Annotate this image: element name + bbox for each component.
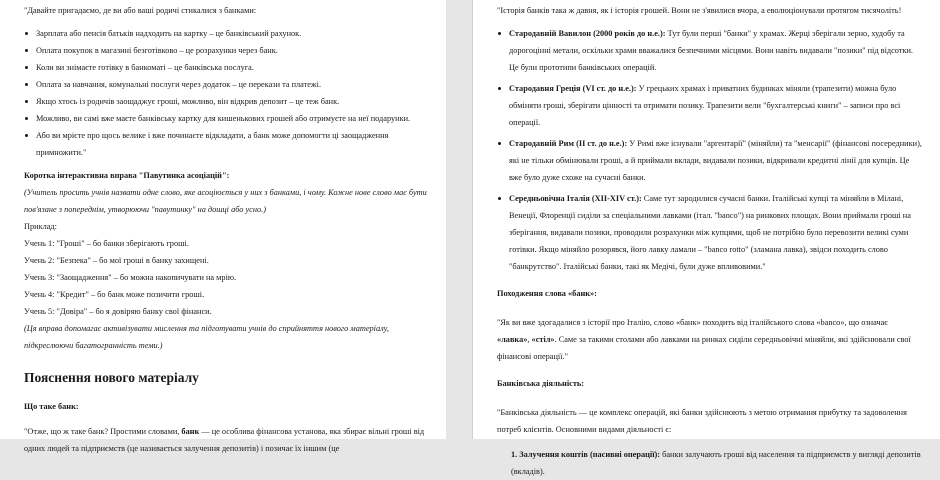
example-line: Учень 3: "Заощадження" – бо можна накопичувати на мрію.	[24, 273, 237, 282]
example-line: Учень 2: "Безпека" – бо мої гроші в банку захищені.	[24, 256, 209, 265]
era-title: Стародавня Греція (VI ст. до н.е.):	[509, 84, 637, 93]
page-left	[0, 0, 446, 453]
list-item: Коли ви знімаєте готівку в банкоматі – це банківська послуга.	[36, 59, 432, 76]
era-text: У грецьких храмах і приватних будинках міняли (трапезити) можна було обміняти гроші, зберігати цінності та отримати позику. Трапезити вели "бухгалтерські книги" – записи про всі операції.	[509, 84, 901, 127]
definition-bold: банк	[181, 427, 200, 436]
example-line: Учень 5: "Довіра" – бо я довіряю банку свої фінанси.	[24, 307, 212, 316]
bank-encounters-list	[24, 25, 432, 161]
activity-item-title: 1. Залучення коштів (пасивні операції):	[511, 450, 661, 459]
list-item: Оплата за навчання, комунальні послуги через додаток – це перекази та платежі.	[36, 76, 432, 93]
example-label: Приклад:	[24, 222, 57, 231]
list-item: Можливо, ви самі вже маєте банківську картку для кишенькових грошей або отримуєте на неї подарунки.	[36, 110, 432, 127]
example-line: Учень 1: "Гроші" – бо банки зберігають гроші.	[24, 239, 189, 248]
era-title: Стародавній Рим (II ст. до н.е.):	[509, 139, 628, 148]
activity-item	[497, 446, 922, 480]
era-text: Саме тут зародилися сучасні банки. Італійські купці та міняйли в Мілані, Венеції, Флоренції сиділи за спеціальними лавками (італ. "banco") на ринкових площах. Вони приймали гроші на зберігання, видавали позики, проводили розрахунки між купцями, щоб не потрібно було перевозити великі суми готівки. Якщо міняйло розорявся, його лавку ламали – "banco rotto" (зламана лавка), звідси походить слово "банкрутство". Італійські банки, такі як Медічі, були дуже впливовими."	[509, 194, 911, 271]
example-line: Учень 4: "Кредит" – бо банк може позичити гроші.	[24, 290, 205, 299]
origin-start: "Як ви вже здогадалися з історії про Італію, слово «банк» походить від італійського слова «banco», що означає	[497, 318, 888, 327]
list-item: Якщо хтось із родичів заощаджує гроші, можливо, він відкрив депозит – це теж банк.	[36, 93, 432, 110]
list-item	[509, 25, 922, 76]
era-text: У Римі вже існували "аргентарії" (міняйли) та "менсарії" (фінансові посередники), які не тільки обмінювали гроші, а й приймали вклади, видавали позики, відкривали кредитні лінії для купців. Це вже було дуже схоже на сучасні банки.	[509, 139, 922, 182]
origin-rest: . Саме за такими столами або лавками на ринках сиділи середньовічні міняйли, які здійснювали свої фінансові операції."	[497, 335, 911, 361]
list-item: Або ви мрієте про щось велике і вже починаєте відкладати, а банк може допомогти ці заощадження примножити."	[36, 127, 432, 161]
era-title: Середньовічна Італія (XII-XIV ст.):	[509, 194, 642, 203]
activity-paragraph: "Банківська діяльність — це комплекс операцій, які банки здійснюють з метою отримання прибутку та задоволення потреб клієнтів. Основними видами діяльності є:	[497, 408, 907, 434]
page-right	[472, 0, 940, 476]
activity-item-text: банки залучають гроші від населення та підприємств у вигляді депозитів (вкладів).	[511, 450, 921, 476]
intro-text: "Давайте пригадаємо, де ви або ваші родичі стикалися з банками:	[24, 6, 257, 15]
origin-heading: Походження слова «банк»:	[497, 289, 597, 298]
list-item	[509, 135, 922, 186]
list-item	[509, 190, 922, 275]
definition-start: "Отже, що ж таке банк? Простими словами,	[24, 427, 182, 436]
history-intro: "Історія банків така ж давня, як і історія грошей. Вони не з'явилися вчора, а еволюціонували протягом тисячоліть!	[497, 6, 902, 15]
era-text: Тут були перші "банки" у храмах. Жерці зберігали зерно, худобу та дорогоцінні метали, оскільки храми вважалися безпечними місцями. Вони навіть видавали "позики" під відсотки. Це були прототипи банківських операцій.	[509, 29, 913, 72]
exercise-note: (Учитель просить учнів назвати одне слово, яке асоціюється у них з банками, і чому. Кожне нове слово має бути пов'язане з попереднім, утворюючи "павутинку" на дошці або усно.)	[24, 188, 427, 214]
origin-paragraph	[497, 314, 922, 365]
origin-bold-lavka: «лавка»	[497, 335, 528, 344]
list-item: Оплата покупок в магазині безготівково – це розрахунки через банк.	[36, 42, 432, 59]
era-title: Стародавній Вавилон (2000 років до н.е.):	[509, 29, 666, 38]
section-subheading: Що таке банк:	[24, 402, 79, 411]
list-item	[509, 80, 922, 131]
activity-heading: Банківська діяльність:	[497, 379, 585, 388]
exercise-result: (Ця вправа допомагає активізувати мислення та підготувати учнів до сприйняття нового матеріалу, підкреслюючи багатогранність теми.)	[24, 324, 389, 350]
definition-paragraph	[24, 423, 432, 457]
origin-mid: ,	[527, 335, 532, 344]
origin-bold-stil: «стіл»	[531, 335, 555, 344]
section-heading: Пояснення нового матеріалу	[24, 370, 199, 385]
list-item: Зарплата або пенсія батьків надходить на картку – це банківський рахунок.	[36, 25, 432, 42]
history-eras-list	[497, 25, 922, 275]
definition-rest: — це особлива фінансова установа, яка збирає вільні гроші від одних людей та підприємств (це називається залучення депозитів) і позичає їх іншим (це	[24, 427, 425, 453]
exercise-title: Коротка інтерактивна вправа "Павутинка асоціацій":	[24, 171, 230, 180]
